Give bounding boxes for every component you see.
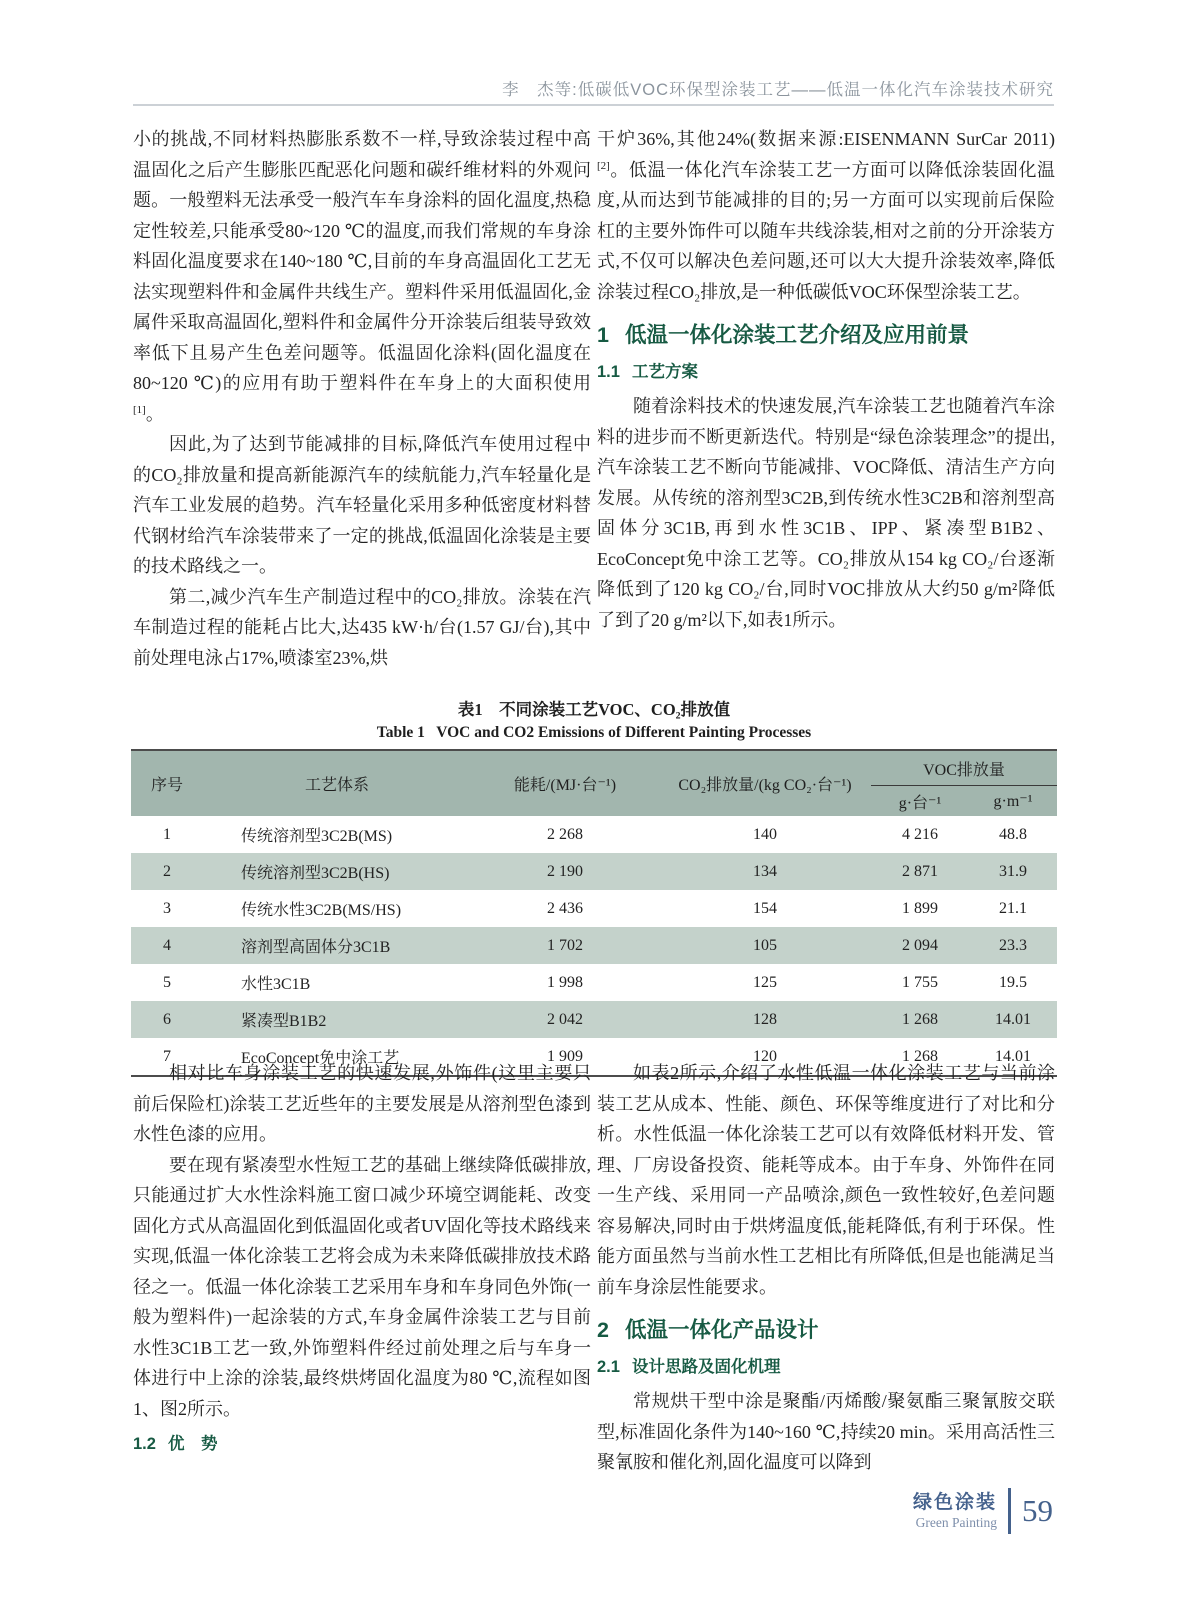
column-left-bottom bbox=[133, 1058, 591, 1463]
table-cell: 2 871 bbox=[871, 853, 969, 890]
emissions-table-header bbox=[131, 750, 1057, 816]
table-1-block bbox=[131, 696, 1057, 1077]
table-cell: 2 094 bbox=[871, 927, 969, 964]
column-header-voc-per-m2: g·m⁻¹ bbox=[969, 786, 1057, 817]
subsection-heading-1-1 bbox=[597, 359, 1055, 385]
column-right-top bbox=[597, 124, 1055, 635]
paragraph: 常规烘干型中涂是聚酯/丙烯酸/聚氨酯三聚氰胺交联型,标准固化条件为140~160 ℃,持续20 min。采用高活性三聚氰胺和催化剂,固化温度可以降到 bbox=[597, 1391, 1055, 1472]
table-cell: 140 bbox=[753, 825, 777, 843]
paragraph: 随着涂料技术的快速发展,汽车涂装工艺也随着汽车涂料的进步而不断更新迭代。特别是“绿色涂装理念”的提出,汽车涂装工艺不断向节能减排、VOC降低、清洁生产方向发展。从传统的溶剂型3C2B,到传统水性3C2B和溶剂型高固体分3C1B,再到水性3C1B、IPP、紧凑型B1B2、EcoConcept免中涂工艺等。CO₂排放从154 kg CO₂/台逐渐降低到了120 kg CO₂/台,同时VOC排放从大约50 g/m²降低了到了20 g/m²以下,如表1所示。 bbox=[597, 396, 1055, 630]
table-cell: 1 702 bbox=[471, 927, 659, 964]
subsection-title: 设计思路及固化机理 bbox=[631, 1358, 781, 1376]
section-title: 低温一体化涂装工艺介绍及应用前景 bbox=[624, 323, 969, 347]
paragraph-text: 干炉36%,其他24%(数据来源:EISENMANN SurCar 2011) bbox=[597, 129, 1055, 149]
table-cell: 传统水性3C2B(MS/HS) bbox=[241, 902, 402, 919]
page-number: 59 bbox=[1022, 1493, 1053, 1528]
table-cell: 2 268 bbox=[547, 825, 583, 843]
paragraph bbox=[133, 124, 591, 429]
emissions-table bbox=[131, 749, 1057, 1077]
journal-name-zh: 绿色涂装 bbox=[912, 1491, 997, 1513]
table-cell: 4 bbox=[131, 927, 203, 964]
emissions-table-body bbox=[131, 816, 1057, 1076]
section-title: 低温一体化产品设计 bbox=[624, 1318, 819, 1342]
table-cell: 2 436 bbox=[547, 899, 583, 917]
column-header-index: 序号 bbox=[131, 750, 203, 816]
table-cell: 1 899 bbox=[902, 899, 938, 917]
table-cell: 水性3C1B bbox=[241, 976, 311, 993]
table-cell: 2 190 bbox=[471, 853, 659, 890]
reference-mark: [1] bbox=[133, 403, 146, 416]
table-cell: 105 bbox=[659, 927, 871, 964]
table-cell: 7 bbox=[163, 1047, 171, 1065]
table-cell: EcoConcept免中涂工艺 bbox=[241, 1050, 400, 1067]
table-cell: 4 216 bbox=[902, 825, 938, 843]
section-number: 1 bbox=[597, 323, 609, 347]
column-header-voc-per-unit: g·台⁻¹ bbox=[871, 786, 969, 817]
subsection-number: 1.1 bbox=[597, 363, 620, 381]
column-header-energy: 能耗/(MJ·台⁻¹) bbox=[471, 750, 659, 816]
table-cell: 31.9 bbox=[969, 853, 1057, 890]
paragraph: 如表2所示,介绍了水性低温一体化涂装工艺与当前涂装工艺从成本、性能、颜色、环保等维度进行了对比和分析。水性低温一体化涂装工艺可以有效降低材料开发、管理、厂房设备投资、能耗等成本。由于车身、外饰件在同一生产线、采用同一产品喷涂,颜色一致性较好,色差问题容易解决,同时由于烘烤温度低,能耗降低,有利于环保。性能方面虽然与当前水性工艺相比有所降低,但是也能满足当前车身涂层性能要求。 bbox=[597, 1063, 1055, 1297]
table-cell: 23.3 bbox=[969, 927, 1057, 964]
subsection-heading-2-1 bbox=[597, 1354, 1055, 1380]
paragraph: 要在现有紧凑型水性短工艺的基础上继续降低碳排放,只能通过扩大水性涂料施工窗口减少环境空调能耗、改变固化方式从高温固化到低温固化或者UV固化等技术路线来实现,低温一体化涂装工艺将会成为未来降低碳排放技术路径之一。低温一体化涂装工艺采用车身和车身同色外饰(一般为塑料件)一起涂装的方式,车身金属件涂装工艺与目前水性3C1B工艺一致,外饰塑料件经过前处理之后与车身一体进行中上涂的涂装,最终烘烤固化温度为80 ℃,流程如图1、图2所示。 bbox=[133, 1154, 591, 1419]
table-cell: 紧凑型B1B2 bbox=[203, 1001, 471, 1038]
table-row bbox=[131, 816, 1057, 853]
subsection-heading-1-2 bbox=[133, 1431, 591, 1457]
section-heading-2 bbox=[597, 1315, 1055, 1345]
table-cell: 48.8 bbox=[999, 825, 1027, 843]
running-head-title: 李 杰等:低碳低VOC环保型涂装工艺——低温一体化汽车涂装技术研究 bbox=[502, 81, 1054, 99]
table-cell: 2 042 bbox=[471, 1001, 659, 1038]
column-header-co2: CO₂排放量/(kg CO₂·台⁻¹) bbox=[659, 750, 871, 816]
table-row bbox=[131, 964, 1057, 1001]
table-cell: 14.01 bbox=[969, 1001, 1057, 1038]
table-cell: 1 268 bbox=[902, 1047, 938, 1065]
table-cell: 2 bbox=[131, 853, 203, 890]
table-row bbox=[131, 853, 1057, 890]
table-cell: 传统溶剂型3C2B(HS) bbox=[203, 853, 471, 890]
column-right-bottom bbox=[597, 1058, 1055, 1478]
table-cell: 3 bbox=[163, 899, 171, 917]
table-cell: 溶剂型高固体分3C1B bbox=[203, 927, 471, 964]
table-cell: 21.1 bbox=[999, 899, 1027, 917]
subsection-number: 2.1 bbox=[597, 1358, 620, 1376]
reference-mark: [2] bbox=[597, 159, 610, 172]
table-title-en: Table 1 VOC and CO2 Emissions of Different Painting Processes bbox=[376, 724, 812, 741]
table-cell: 1 755 bbox=[902, 973, 938, 991]
table-row bbox=[131, 927, 1057, 964]
subsection-number: 1.2 bbox=[133, 1435, 156, 1453]
table-cell: 1 998 bbox=[547, 973, 583, 991]
paragraph: 因此,为了达到节能减排的目标,降低汽车使用过程中的CO₂排放量和提高新能源汽车的续航能力,汽车轻量化是汽车工业发展的趋势。汽车轻量化采用多种低密度材料替代钢材给汽车涂装带来了一定的挑战,低温固化涂装是主要的技术路线之一。 bbox=[133, 434, 591, 576]
table-cell: 1 268 bbox=[871, 1001, 969, 1038]
paragraph-text: 小的挑战,不同材料热膨胀系数不一样,导致涂装过程中高温固化之后产生膨胀匹配恶化问题和碳纤维材料的外观问题。一般塑料无法承受一般汽车车身涂料的固化温度,热稳定性较差,只能承受80~120 ℃的温度,而我们常规的车身涂料固化温度要求在140~180 ℃,目前的车身高温固化工艺无法实现塑料件和金属件共线生产。塑料件采用低温固化,金属件采取高温固化,塑料件和金属件分开涂装后组装导致效率低下且易产生色差问题等。低温固化涂料(固化温度在80~120 ℃)的应用有助于塑料件在车身上的大面积使用 bbox=[133, 129, 591, 393]
journal-name bbox=[913, 1492, 997, 1531]
paragraph-text: 。 bbox=[145, 403, 164, 424]
table-cell: 14.01 bbox=[995, 1047, 1031, 1065]
paragraph-text: 。低温一体化汽车涂装工艺一方面可以降低涂装固化温度,从而达到节能减排的目的;另一方面可以实现前后保险杠的主要外饰件可以随车共线涂装,相对之前的分开涂装方式,不仅可以解决色差问题,还可以大大提升涂装效率,降低涂装过程CO₂排放,是一种低碳低VOC环保型涂装工艺。 bbox=[597, 159, 1055, 302]
table-cell: 19.5 bbox=[999, 973, 1027, 991]
table-row bbox=[131, 890, 1057, 927]
page-footer bbox=[913, 1488, 1053, 1534]
column-header-voc-group: VOC排放量 bbox=[871, 750, 1057, 786]
paragraph: 第二,减少汽车生产制造过程中的CO₂排放。涂装在汽车制造过程的能耗占比大,达435 kW·h/台(1.57 GJ/台),其中前处理电泳占17%,喷漆室23%,烘 bbox=[133, 586, 591, 668]
table-cell: 传统溶剂型3C2B(MS) bbox=[241, 828, 393, 845]
table-cell: 1 bbox=[163, 825, 171, 843]
section-number: 2 bbox=[597, 1318, 609, 1342]
footer-divider-bar bbox=[1008, 1488, 1011, 1534]
journal-name-en: Green Painting bbox=[915, 1514, 997, 1530]
table-cell: 120 bbox=[753, 1047, 777, 1065]
paragraph bbox=[597, 124, 1055, 307]
subsection-title: 工艺方案 bbox=[631, 363, 698, 381]
table-cell: 1 909 bbox=[547, 1047, 583, 1065]
table-title-zh: 表1 不同涂装工艺VOC、CO₂排放值 bbox=[457, 700, 731, 719]
section-heading-1 bbox=[597, 320, 1055, 350]
subsection-title: 优 势 bbox=[167, 1435, 218, 1453]
paragraph: 相对比车身涂装工艺的快速发展,外饰件(这里主要只前后保险杠)涂装工艺近些年的主要发展是从溶剂型色漆到水性色漆的应用。 bbox=[133, 1063, 591, 1144]
column-left-top bbox=[133, 124, 591, 673]
table-cell: 128 bbox=[659, 1001, 871, 1038]
header-rule bbox=[133, 104, 1054, 106]
table-row bbox=[131, 1001, 1057, 1038]
column-header-system: 工艺体系 bbox=[203, 750, 471, 816]
table-cell: 5 bbox=[163, 973, 171, 991]
table-cell: 125 bbox=[753, 973, 777, 991]
table-cell: 6 bbox=[131, 1001, 203, 1038]
table-cell: 134 bbox=[659, 853, 871, 890]
table-cell: 154 bbox=[753, 899, 777, 917]
